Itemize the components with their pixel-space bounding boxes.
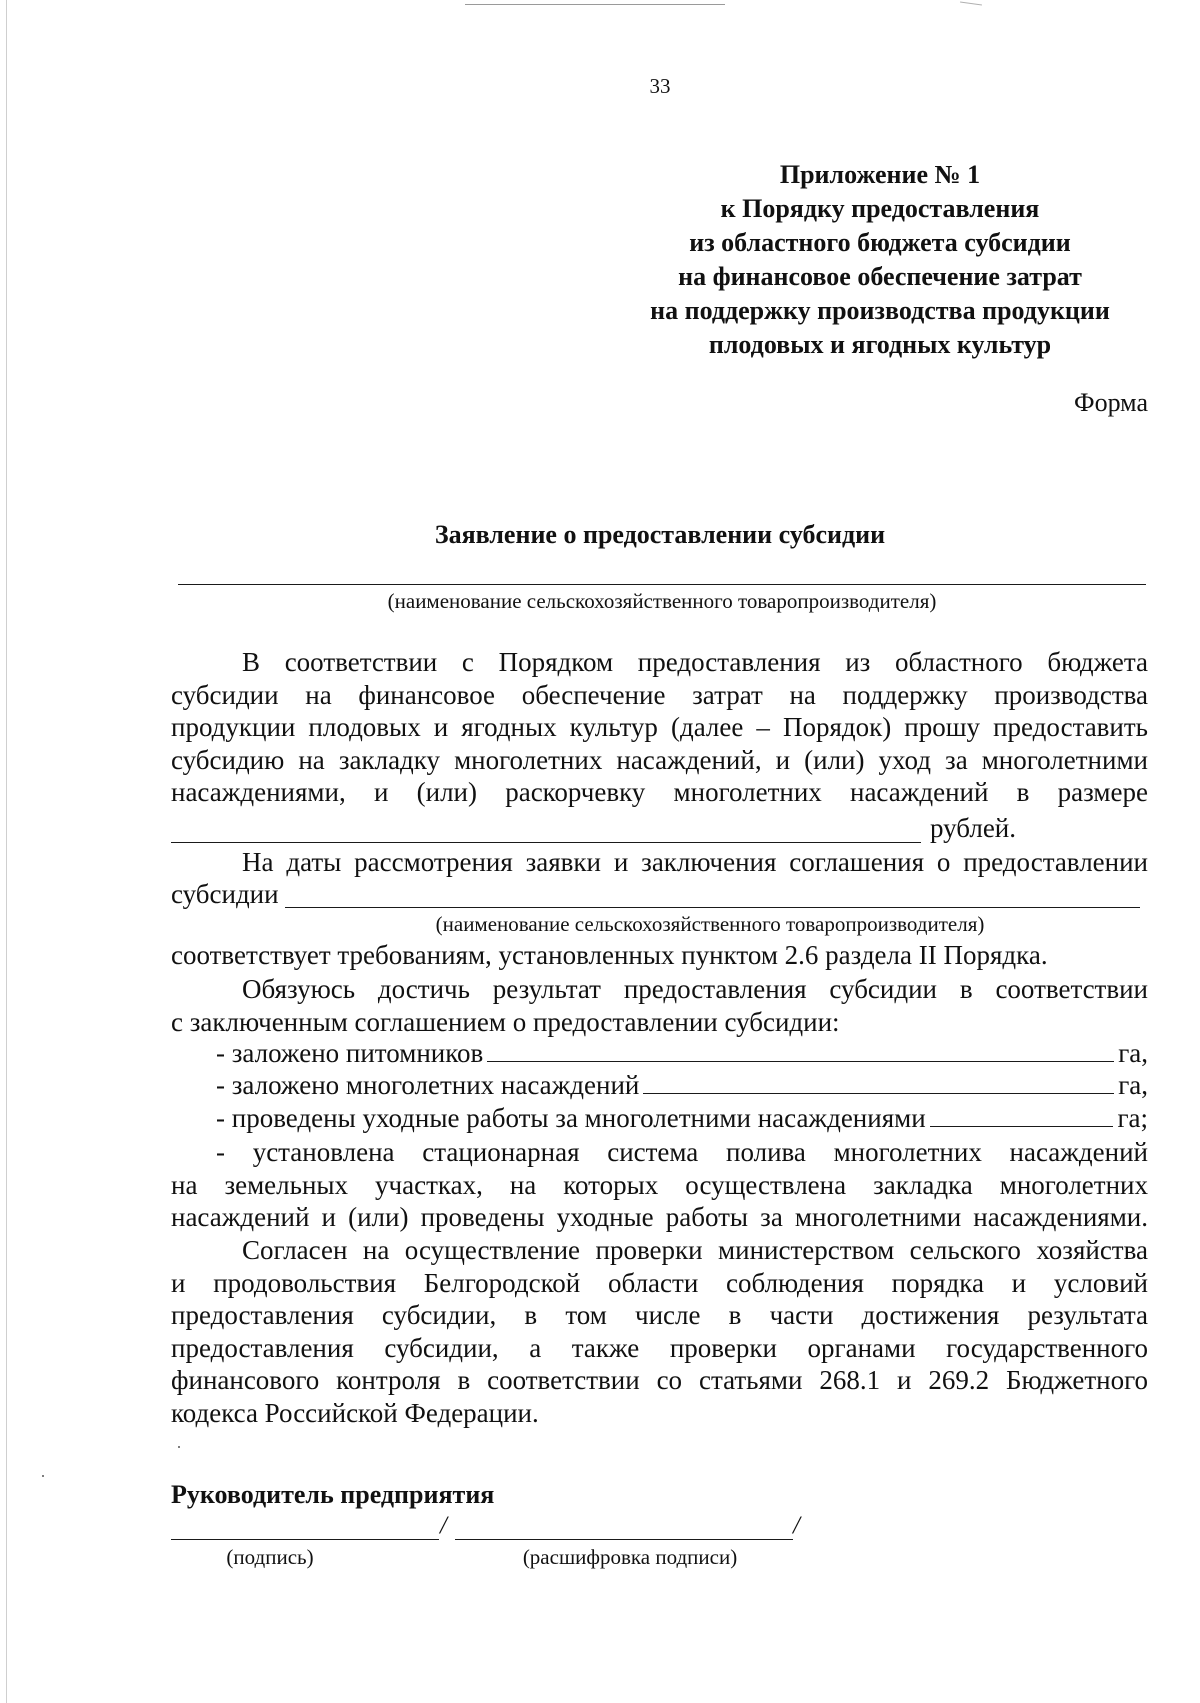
text-line: субсидии на финансовое обеспечение затрат на поддержку производства bbox=[171, 679, 1148, 710]
result-label: - заложено питомников bbox=[216, 1038, 484, 1068]
care-area-field[interactable] bbox=[930, 1104, 1114, 1127]
text-line: насаждениями, и (или) раскорчевку многолетних насаждений в размере bbox=[171, 777, 1148, 808]
perennial-area-field[interactable] bbox=[643, 1071, 1114, 1094]
text-line: и продовольствия Белгородской области соблюдения порядка и условий bbox=[171, 1267, 1148, 1298]
signature-slash: / bbox=[440, 1512, 447, 1539]
signature-heading: Руководитель предприятия bbox=[171, 1480, 495, 1509]
appendix-line: на поддержку производства продукции bbox=[650, 296, 1110, 325]
producer-name-caption: (наименование сельскохозяйственного товаропроизводителя) bbox=[387, 589, 937, 613]
result-nurseries bbox=[216, 1038, 1148, 1069]
text-line: финансового контроля в соответствии со статьями 268.1 и 269.2 Бюджетного bbox=[171, 1365, 1148, 1396]
result-unit: га, bbox=[1118, 1070, 1148, 1100]
text-line: предоставления субсидии, в том числе в части достижения результата bbox=[171, 1300, 1148, 1331]
text-line: субсидию на закладку многолетних насаждений, и (или) уход за многолетними bbox=[171, 744, 1148, 775]
text-line: на земельных участках, на которых осуществлена закладка многолетних bbox=[171, 1169, 1148, 1200]
text-line: На даты рассмотрения заявки и заключения соглашения о предоставлении bbox=[242, 847, 1148, 877]
paragraph-obligation bbox=[171, 973, 1148, 1038]
scan-artifact-line bbox=[465, 4, 725, 5]
nurseries-area-field[interactable] bbox=[487, 1039, 1114, 1062]
text-line: соответствует требованиям, установленных пунктом 2.6 раздела II Порядка. bbox=[171, 940, 1048, 970]
text-line: Обязуюсь достичь результат предоставления субсидии в соответствии bbox=[242, 974, 1148, 1004]
appendix-line: плодовых и ягодных культур bbox=[708, 330, 1052, 359]
signature-decode-field[interactable] bbox=[455, 1539, 793, 1540]
appendix-line: Приложение № 1 bbox=[779, 160, 981, 189]
result-perennial bbox=[216, 1070, 1148, 1101]
text-line: продукции плодовых и ягодных культур (далее – Порядок) прошу предоставить bbox=[171, 712, 1148, 743]
result-label: - заложено многолетних насаждений bbox=[216, 1070, 640, 1100]
document-title: Заявление о предоставлении субсидии bbox=[434, 520, 886, 549]
text-line: с заключенным соглашением о предоставлении субсидии: bbox=[171, 1006, 840, 1037]
paragraph-consent bbox=[171, 1234, 1148, 1430]
appendix-header bbox=[600, 158, 1160, 362]
result-unit: га, bbox=[1118, 1038, 1148, 1068]
paragraph-compliance bbox=[171, 846, 1148, 879]
form-label: Форма bbox=[1074, 388, 1148, 417]
signature-slash: / bbox=[793, 1512, 800, 1539]
scan-edge bbox=[6, 0, 7, 1703]
result-irrigation bbox=[171, 1136, 1148, 1234]
signature-decode-caption: (расшифровка подписи) bbox=[522, 1545, 738, 1569]
result-unit: га; bbox=[1117, 1103, 1148, 1133]
result-label: - проведены уходные работы за многолетними насаждениями bbox=[216, 1103, 926, 1133]
signature-field[interactable] bbox=[171, 1539, 439, 1540]
appendix-line: на финансовое обеспечение затрат bbox=[678, 262, 1082, 291]
text-line: - установлена стационарная система полива многолетних насаждений bbox=[216, 1137, 1148, 1167]
producer-name-field-2[interactable] bbox=[285, 907, 1140, 908]
appendix-line: из областного бюджета субсидии bbox=[689, 228, 1071, 257]
result-care bbox=[216, 1103, 1148, 1134]
text-line: Согласен на осуществление проверки министерством сельского хозяйства bbox=[242, 1235, 1148, 1265]
scan-speck bbox=[178, 1446, 180, 1448]
producer-name-field[interactable] bbox=[178, 584, 1146, 585]
scan-speck bbox=[42, 1475, 44, 1477]
signature-caption: (подпись) bbox=[226, 1545, 314, 1569]
page-number: 33 bbox=[649, 74, 671, 98]
text-line: кодекса Российской Федерации. bbox=[171, 1397, 539, 1428]
text-line: В соответствии с Порядком предоставления из областного бюджета bbox=[242, 647, 1148, 677]
text-line: предоставления субсидии, а также проверки органами государственного bbox=[171, 1332, 1148, 1363]
producer-name-caption-2: (наименование сельскохозяйственного товаропроизводителя) bbox=[435, 912, 985, 936]
amount-suffix: рублей. bbox=[930, 813, 1017, 843]
text-line: насаждений и (или) проведены уходные работы за многолетними насаждениями. bbox=[171, 1202, 1148, 1233]
scan-artifact-mark bbox=[960, 1, 982, 5]
appendix-line: к Порядку предоставления bbox=[720, 194, 1040, 223]
subsidy-amount-field[interactable] bbox=[171, 842, 921, 843]
text-line: субсидии bbox=[171, 879, 279, 909]
paragraph-request bbox=[171, 646, 1148, 809]
